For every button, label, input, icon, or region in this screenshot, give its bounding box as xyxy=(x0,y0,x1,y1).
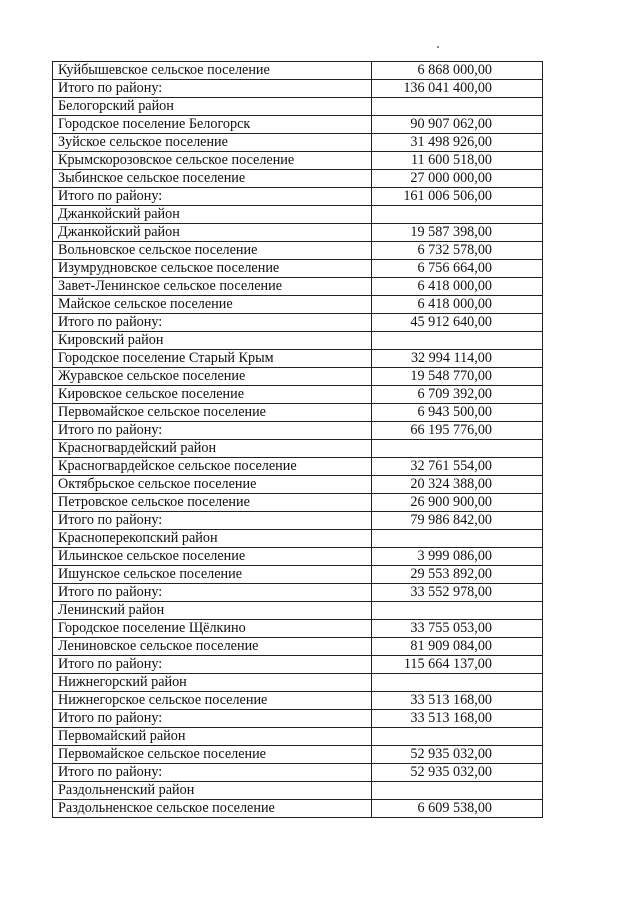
row-amount-cell: 6 709 392,00 xyxy=(372,386,543,404)
row-amount-cell: 6 609 538,00 xyxy=(372,800,543,818)
row-name-cell: Красногвардейский район xyxy=(53,440,372,458)
row-name-cell: Красноперекопский район xyxy=(53,530,372,548)
table-row xyxy=(53,224,543,242)
table-row xyxy=(53,656,543,674)
table-row xyxy=(53,404,543,422)
budget-table-body xyxy=(53,62,543,818)
scan-dot xyxy=(437,46,439,48)
table-row xyxy=(53,98,543,116)
row-amount-cell: 161 006 506,00 xyxy=(372,188,543,206)
row-name-cell: Городское поселение Белогорск xyxy=(53,116,372,134)
row-name-cell: Завет-Ленинское сельское поселение xyxy=(53,278,372,296)
table-row xyxy=(53,440,543,458)
table-row xyxy=(53,260,543,278)
row-amount-cell: 6 418 000,00 xyxy=(372,296,543,314)
table-row xyxy=(53,278,543,296)
table-row xyxy=(53,206,543,224)
row-amount-cell: 33 513 168,00 xyxy=(372,710,543,728)
table-row xyxy=(53,566,543,584)
row-amount-cell: 136 041 400,00 xyxy=(372,80,543,98)
row-amount-cell: 90 907 062,00 xyxy=(372,116,543,134)
row-amount-cell: 33 755 053,00 xyxy=(372,620,543,638)
row-amount-cell: 27 000 000,00 xyxy=(372,170,543,188)
row-name-cell: Итого по району: xyxy=(53,422,372,440)
table-row xyxy=(53,782,543,800)
row-amount-cell: 26 900 900,00 xyxy=(372,494,543,512)
table-row xyxy=(53,296,543,314)
row-name-cell: Джанкойский район xyxy=(53,224,372,242)
row-amount-cell xyxy=(372,674,543,692)
row-name-cell: Раздольненский район xyxy=(53,782,372,800)
table-row xyxy=(53,494,543,512)
row-name-cell: Кировский район xyxy=(53,332,372,350)
table-row xyxy=(53,710,543,728)
row-amount-cell xyxy=(372,602,543,620)
table-row xyxy=(53,584,543,602)
table-row xyxy=(53,188,543,206)
row-amount-cell: 115 664 137,00 xyxy=(372,656,543,674)
table-row xyxy=(53,458,543,476)
row-name-cell: Белогорский район xyxy=(53,98,372,116)
table-row xyxy=(53,62,543,80)
table-row xyxy=(53,692,543,710)
row-amount-cell xyxy=(372,530,543,548)
table-row xyxy=(53,530,543,548)
row-amount-cell: 32 761 554,00 xyxy=(372,458,543,476)
row-amount-cell xyxy=(372,728,543,746)
row-name-cell: Итого по району: xyxy=(53,764,372,782)
row-name-cell: Джанкойский район xyxy=(53,206,372,224)
table-row xyxy=(53,728,543,746)
row-amount-cell: 79 986 842,00 xyxy=(372,512,543,530)
row-amount-cell: 6 732 578,00 xyxy=(372,242,543,260)
row-amount-cell: 29 553 892,00 xyxy=(372,566,543,584)
row-name-cell: Зуйское сельское поселение xyxy=(53,134,372,152)
row-name-cell: Петровское сельское поселение xyxy=(53,494,372,512)
row-name-cell: Раздольненское сельское поселение xyxy=(53,800,372,818)
table-row xyxy=(53,170,543,188)
row-name-cell: Ильинское сельское поселение xyxy=(53,548,372,566)
table-row xyxy=(53,152,543,170)
row-name-cell: Красногвардейское сельское поселение xyxy=(53,458,372,476)
row-name-cell: Куйбышевское сельское поселение xyxy=(53,62,372,80)
table-row xyxy=(53,242,543,260)
row-amount-cell: 31 498 926,00 xyxy=(372,134,543,152)
row-name-cell: Итого по району: xyxy=(53,710,372,728)
table-row xyxy=(53,512,543,530)
row-amount-cell: 52 935 032,00 xyxy=(372,746,543,764)
row-name-cell: Лениновское сельское поселение xyxy=(53,638,372,656)
row-name-cell: Итого по району: xyxy=(53,584,372,602)
table-row xyxy=(53,800,543,818)
table-row xyxy=(53,548,543,566)
row-amount-cell xyxy=(372,206,543,224)
row-amount-cell: 20 324 388,00 xyxy=(372,476,543,494)
row-name-cell: Первомайское сельское поселение xyxy=(53,746,372,764)
row-amount-cell: 33 513 168,00 xyxy=(372,692,543,710)
row-name-cell: Итого по району: xyxy=(53,80,372,98)
table-row xyxy=(53,638,543,656)
table-row xyxy=(53,746,543,764)
row-name-cell: Итого по району: xyxy=(53,512,372,530)
row-amount-cell: 33 552 978,00 xyxy=(372,584,543,602)
row-amount-cell xyxy=(372,98,543,116)
table-row xyxy=(53,350,543,368)
row-amount-cell: 32 994 114,00 xyxy=(372,350,543,368)
table-row xyxy=(53,134,543,152)
row-name-cell: Ишунское сельское поселение xyxy=(53,566,372,584)
row-name-cell: Вольновское сельское поселение xyxy=(53,242,372,260)
row-name-cell: Журавское сельское поселение xyxy=(53,368,372,386)
row-name-cell: Крымскорозовское сельское поселение xyxy=(53,152,372,170)
row-name-cell: Изумрудновское сельское поселение xyxy=(53,260,372,278)
table-row xyxy=(53,764,543,782)
row-amount-cell: 3 999 086,00 xyxy=(372,548,543,566)
row-name-cell: Итого по району: xyxy=(53,188,372,206)
row-name-cell: Городское поселение Старый Крым xyxy=(53,350,372,368)
row-amount-cell: 45 912 640,00 xyxy=(372,314,543,332)
table-row xyxy=(53,368,543,386)
row-amount-cell: 6 868 000,00 xyxy=(372,62,543,80)
row-amount-cell xyxy=(372,440,543,458)
row-name-cell: Городское поселение Щёлкино xyxy=(53,620,372,638)
table-row xyxy=(53,386,543,404)
row-amount-cell: 19 548 770,00 xyxy=(372,368,543,386)
row-amount-cell xyxy=(372,332,543,350)
row-name-cell: Кировское сельское поселение xyxy=(53,386,372,404)
row-amount-cell: 11 600 518,00 xyxy=(372,152,543,170)
row-name-cell: Зыбинское сельское поселение xyxy=(53,170,372,188)
row-amount-cell: 6 756 664,00 xyxy=(372,260,543,278)
row-name-cell: Нижнегорский район xyxy=(53,674,372,692)
table-row xyxy=(53,314,543,332)
table-row xyxy=(53,116,543,134)
row-name-cell: Нижнегорское сельское поселение xyxy=(53,692,372,710)
table-row xyxy=(53,674,543,692)
row-name-cell: Итого по району: xyxy=(53,656,372,674)
row-amount-cell: 81 909 084,00 xyxy=(372,638,543,656)
table-row xyxy=(53,602,543,620)
budget-table xyxy=(52,61,543,818)
table-row xyxy=(53,476,543,494)
row-name-cell: Первомайское сельское поселение xyxy=(53,404,372,422)
row-amount-cell: 6 418 000,00 xyxy=(372,278,543,296)
row-name-cell: Первомайский район xyxy=(53,728,372,746)
row-name-cell: Ленинский район xyxy=(53,602,372,620)
row-amount-cell: 6 943 500,00 xyxy=(372,404,543,422)
row-amount-cell: 52 935 032,00 xyxy=(372,764,543,782)
row-name-cell: Майское сельское поселение xyxy=(53,296,372,314)
row-amount-cell xyxy=(372,782,543,800)
table-row xyxy=(53,422,543,440)
row-amount-cell: 19 587 398,00 xyxy=(372,224,543,242)
table-row xyxy=(53,80,543,98)
row-name-cell: Октябрьское сельское поселение xyxy=(53,476,372,494)
row-name-cell: Итого по району: xyxy=(53,314,372,332)
table-row xyxy=(53,620,543,638)
row-amount-cell: 66 195 776,00 xyxy=(372,422,543,440)
table-row xyxy=(53,332,543,350)
